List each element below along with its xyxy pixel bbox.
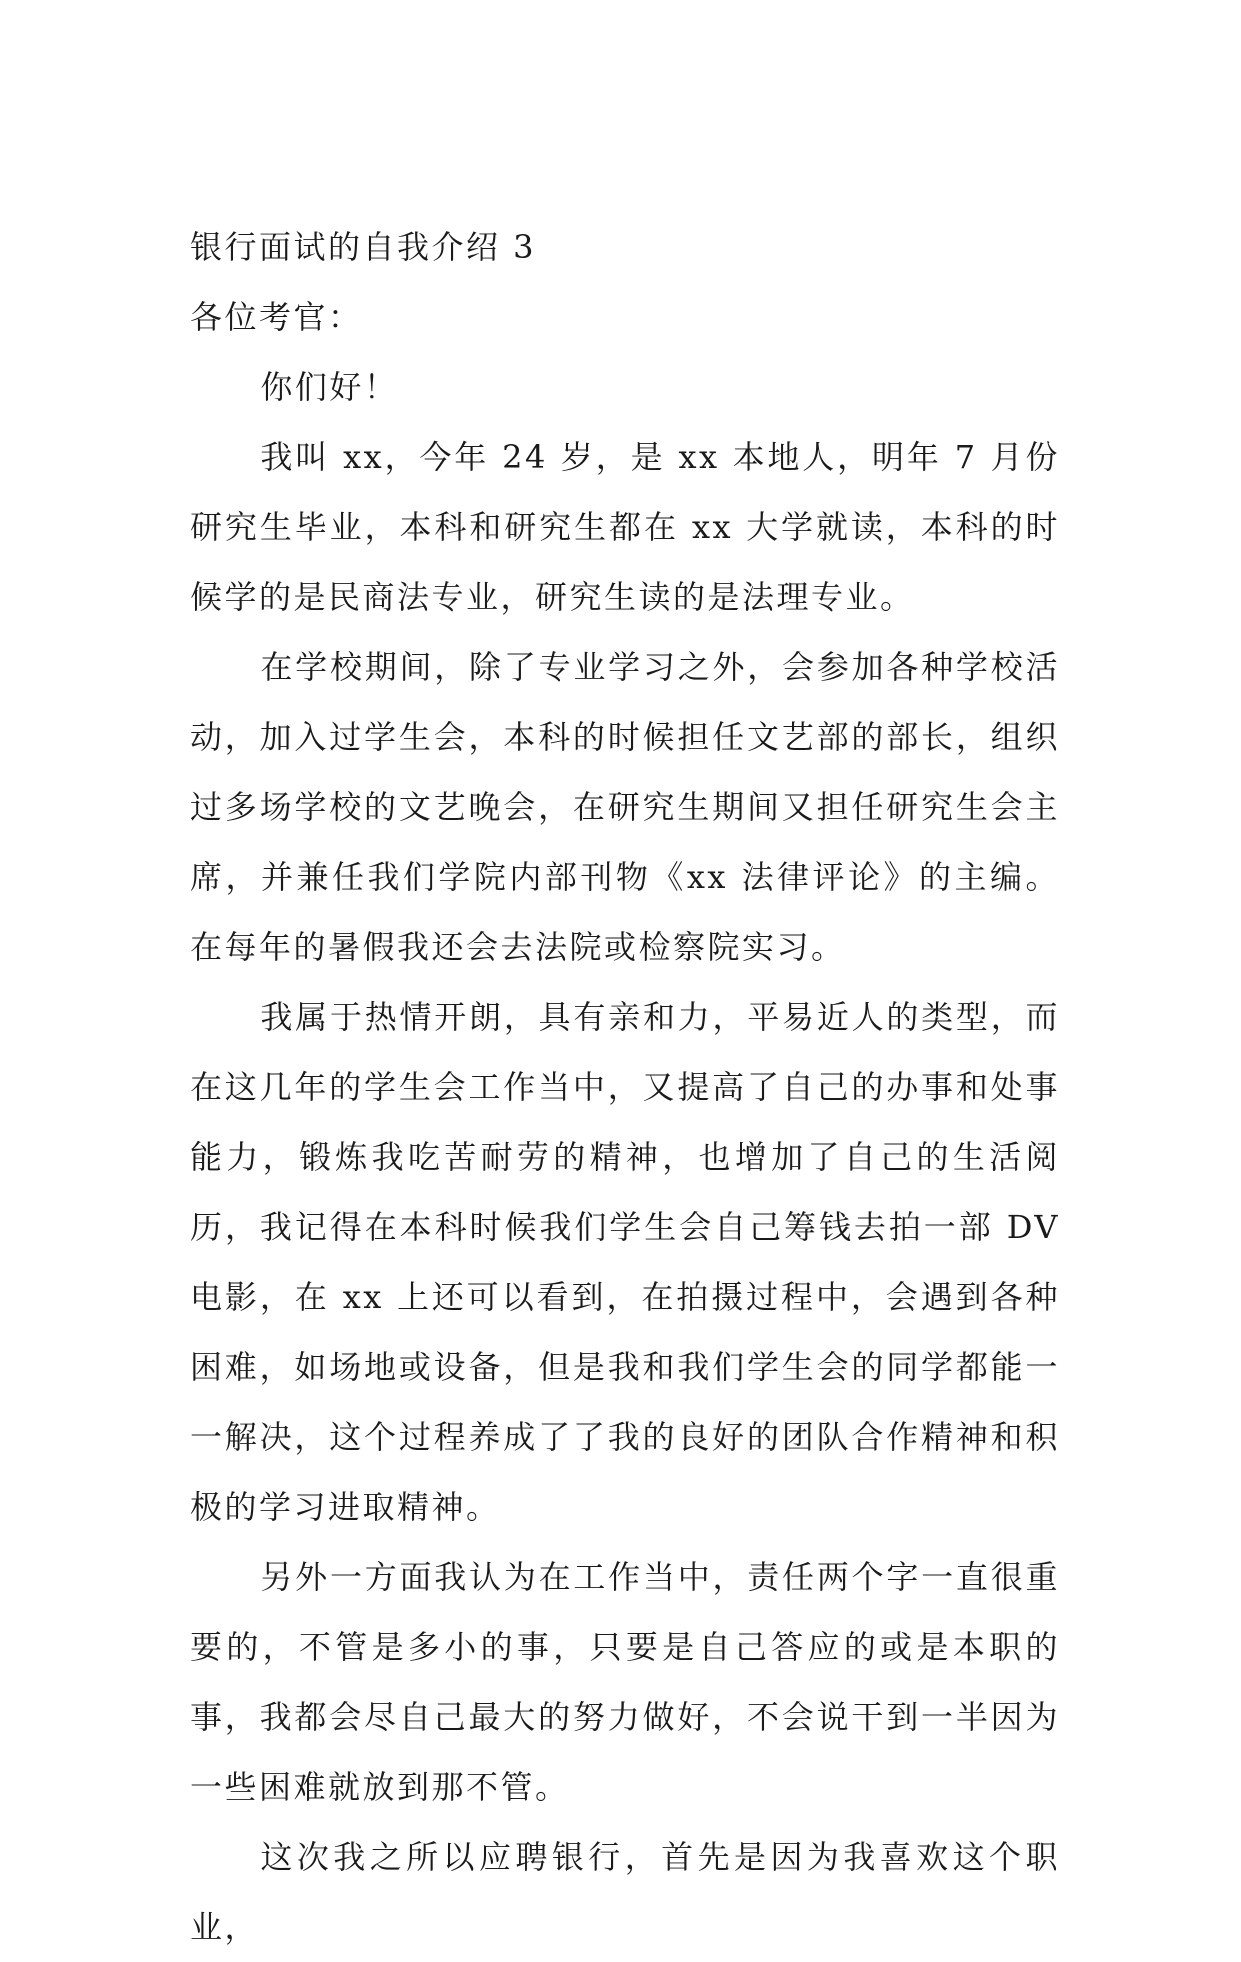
- document-title: 银行面试的自我介绍 3: [190, 228, 537, 266]
- paragraph-school-activities: 在学校期间，除了专业学习之外，会参加各种学校活动，加入过学生会，本科的时候担任文艺部的部长，组织过多场学校的文艺晚会，在研究生期间又担任研究生会主席，并兼任我们学院内部刊物《xx 法律评论》的主编。在每年的暑假我还会去法院或检察院实习。: [190, 648, 1060, 966]
- paragraph-introduction: 我叫 xx，今年 24 岁，是 xx 本地人，明年 7 月份研究生毕业，本科和研究生都在 xx 大学就读，本科的时候学的是民商法专业，研究生读的是法理专业。: [190, 438, 1060, 616]
- paragraph-motivation: 这次我之所以应聘银行，首先是因为我喜欢这个职业，: [190, 1838, 1060, 1946]
- salutation: 各位考官：: [190, 298, 363, 336]
- paragraph-responsibility: 另外一方面我认为在工作当中，责任两个字一直很重要的，不管是多小的事，只要是自己答应的或是本职的事，我都会尽自己最大的努力做好，不会说干到一半因为一些困难就放到那不管。: [190, 1558, 1060, 1806]
- paragraph-personality: 我属于热情开朗，具有亲和力，平易近人的类型，而在这几年的学生会工作当中，又提高了自己的办事和处事能力，锻炼我吃苦耐劳的精神，也增加了自己的生活阅历，我记得在本科时候我们学生会自己筹钱去拍一部 DV 电影，在 xx 上还可以看到，在拍摄过程中，会遇到各种困难，如场地或设备，但是我和我们学生会的同学都能一一解决，这个过程养成了了我的良好的团队合作精神和积极的学习进取精神。: [190, 998, 1060, 1526]
- paragraph-greeting: 你们好！: [260, 368, 399, 406]
- document-body: [190, 212, 1060, 1962]
